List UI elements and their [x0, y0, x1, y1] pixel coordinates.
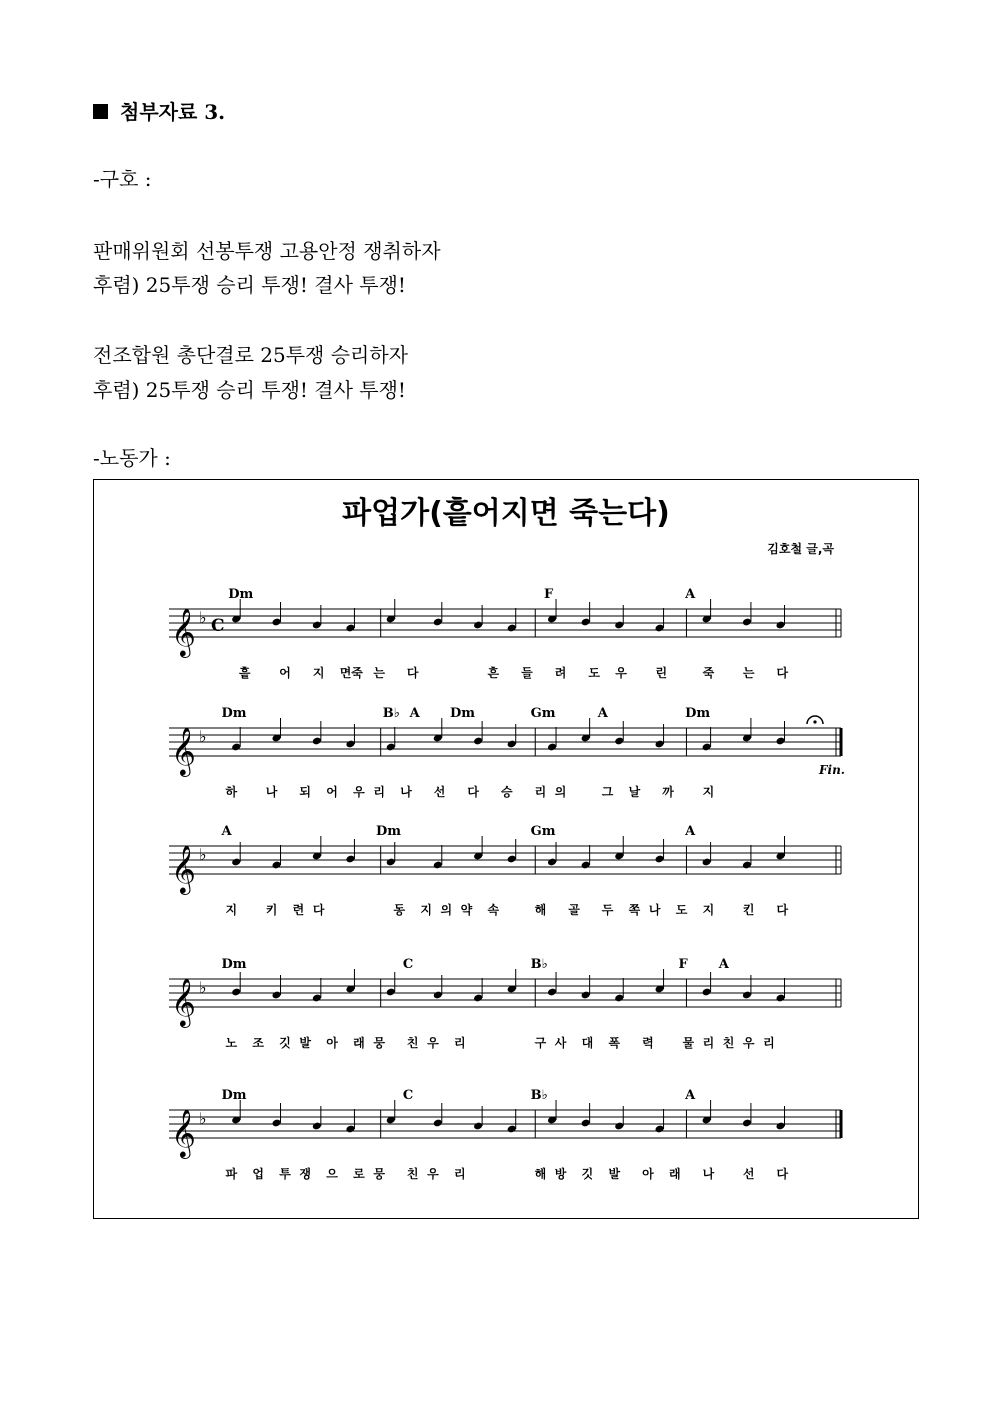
- attachment-heading: [93, 96, 225, 125]
- fin-marker: Fin.: [819, 763, 845, 777]
- chord-symbol: Dm: [221, 1088, 247, 1103]
- chord-symbol: A: [685, 824, 696, 839]
- lyric-syllable: 파: [225, 1167, 238, 1181]
- chord-symbol: C: [402, 1088, 414, 1103]
- lyric-syllable: 흔: [487, 666, 500, 680]
- time-signature-icon: C: [211, 616, 225, 636]
- sheet-music-image: [93, 479, 919, 1219]
- chord-symbol: B♭: [530, 957, 548, 972]
- lyric-syllable: 지: [225, 903, 238, 917]
- treble-clef-icon: 𝄞: [171, 607, 196, 656]
- lyric-syllable: 다: [776, 1167, 789, 1181]
- chord-symbol: F: [678, 957, 688, 972]
- lyric-syllable: 해: [534, 1167, 547, 1181]
- treble-clef-icon: 𝄞: [171, 1108, 196, 1157]
- lyric-syllable: 린: [655, 666, 668, 680]
- lyric-syllable: 지: [420, 903, 432, 917]
- lyric-syllable: 우: [353, 785, 365, 799]
- lyric-syllable: 발: [299, 1036, 311, 1050]
- lyric-syllable: 어: [279, 666, 291, 680]
- lyric-syllable: 흩: [238, 666, 251, 680]
- lyric-syllable: 골: [568, 903, 580, 917]
- lyric-syllable: 업: [252, 1167, 264, 1181]
- lyric-syllable: 까: [662, 785, 674, 799]
- lyric-syllable: 키: [265, 903, 278, 917]
- lyric-syllable: 다: [312, 903, 325, 917]
- lyric-syllable: 도: [588, 666, 600, 680]
- lyric-syllable: 우: [742, 1036, 755, 1050]
- chord-symbol: A: [221, 824, 232, 839]
- chord-symbol: Gm: [530, 824, 556, 839]
- key-flat-icon: ♭: [199, 1109, 207, 1128]
- lyric-syllable: 다: [467, 785, 479, 799]
- lyric-syllable: 래: [353, 1036, 365, 1050]
- chord-symbol: C: [402, 957, 414, 972]
- lyric-syllable: 나: [702, 1167, 715, 1181]
- slogan-line: 판매위원회 선봉투쟁 고용안정 쟁취하자: [93, 239, 441, 263]
- lyric-syllable: 약: [460, 903, 473, 917]
- chord-symbol: F: [544, 587, 554, 602]
- lyric-syllable: 려: [554, 666, 567, 680]
- lyric-syllable: 는: [373, 666, 385, 680]
- lyric-syllable: 리: [453, 1167, 466, 1181]
- lyric-syllable: 래: [669, 1167, 681, 1181]
- lyric-syllable: 폭: [608, 1036, 621, 1050]
- key-flat-icon: ♭: [199, 845, 207, 864]
- chord-symbol: Dm: [221, 706, 247, 721]
- lyric-syllable: 쟁: [299, 1167, 311, 1181]
- lyric-syllable: 다: [776, 666, 789, 680]
- chord-symbol: A: [685, 587, 696, 602]
- key-flat-icon: ♭: [199, 727, 207, 746]
- lyric-syllable: 도: [675, 903, 688, 917]
- lyric-syllable: 친: [406, 1036, 419, 1050]
- chord-symbol: A: [409, 706, 420, 721]
- lyric-syllable: 리: [453, 1036, 466, 1050]
- lyric-syllable: 는: [742, 666, 755, 680]
- heading-text: 첨부자료 3.: [120, 100, 226, 124]
- music-staves: [94, 480, 918, 1218]
- lyric-syllable: 깃: [581, 1167, 594, 1181]
- lyric-syllable: 대: [581, 1036, 594, 1050]
- lyric-syllable: 물: [682, 1036, 695, 1050]
- lyric-syllable: 력: [642, 1036, 654, 1050]
- lyric-syllable: 우: [427, 1167, 439, 1181]
- composer-credit: 김호철 글,곡: [767, 542, 834, 556]
- lyric-syllable: 지: [702, 903, 715, 917]
- lyric-syllable: 되: [299, 785, 311, 799]
- square-bullet-icon: [93, 104, 108, 119]
- chord-symbol: Gm: [530, 706, 556, 721]
- lyric-syllable: 두: [601, 903, 614, 917]
- lyric-syllable: 나: [265, 785, 278, 799]
- treble-clef-icon: 𝄞: [171, 726, 196, 775]
- lyric-syllable: 선: [742, 1167, 755, 1181]
- chord-symbol: Dm: [376, 824, 402, 839]
- lyric-syllable: 뭉: [373, 1167, 385, 1181]
- fermata-dot: [813, 720, 816, 723]
- lyric-syllable: 다: [776, 903, 789, 917]
- treble-clef-icon: 𝄞: [171, 844, 196, 893]
- chord-symbol: Dm: [449, 706, 475, 721]
- lyric-syllable: 동: [393, 903, 406, 917]
- slogan-label: -구호 :: [93, 167, 152, 191]
- lyric-syllable: 친: [722, 1036, 735, 1050]
- treble-clef-icon: 𝄞: [171, 977, 196, 1026]
- slogan-line: 전조합원 총단결로 25투쟁 승리하자: [93, 343, 409, 367]
- lyric-syllable: 킨: [742, 903, 755, 917]
- lyric-syllable: 나: [400, 785, 412, 799]
- lyric-syllable: 리: [702, 1036, 715, 1050]
- lyric-syllable: 리: [534, 785, 547, 799]
- lyric-syllable: 아: [326, 1036, 338, 1050]
- lyric-syllable: 들: [521, 666, 533, 680]
- lyric-syllable: 로: [353, 1167, 365, 1181]
- chord-symbol: A: [685, 1088, 696, 1103]
- lyric-syllable: 날: [628, 785, 641, 799]
- chord-symbol: A: [718, 957, 729, 972]
- lyric-syllable: 의: [440, 903, 453, 917]
- slogan-line: 후렴) 25투쟁 승리 투쟁! 결사 투쟁!: [93, 273, 406, 297]
- lyric-syllable: 친: [406, 1167, 419, 1181]
- lyric-syllable: 구: [534, 1036, 547, 1050]
- lyric-syllable: 다: [406, 666, 419, 680]
- chord-symbol: Dm: [228, 587, 254, 602]
- lyric-syllable: 쪽: [628, 903, 641, 917]
- lyric-syllable: 사: [554, 1036, 567, 1050]
- lyric-syllable: 하: [225, 785, 238, 799]
- lyric-syllable: 선: [433, 785, 446, 799]
- lyric-syllable: 련: [292, 903, 305, 917]
- lyric-syllable: 의: [554, 785, 567, 799]
- lyric-syllable: 지: [312, 666, 325, 680]
- lyric-syllable: 우: [427, 1036, 439, 1050]
- slogan-line: 후렴) 25투쟁 승리 투쟁! 결사 투쟁!: [93, 378, 406, 402]
- lyric-syllable: 방: [554, 1167, 567, 1181]
- lyric-syllable: 투: [279, 1167, 291, 1181]
- lyric-syllable: 어: [326, 785, 338, 799]
- lyric-syllable: 면죽: [339, 666, 363, 680]
- lyric-syllable: 발: [608, 1167, 621, 1181]
- lyric-syllable: 리: [373, 785, 385, 799]
- chord-symbol: Dm: [221, 957, 247, 972]
- lyric-syllable: 리: [763, 1036, 775, 1050]
- lyric-syllable: 나: [648, 903, 661, 917]
- lyric-syllable: 깃: [279, 1036, 291, 1050]
- song-label: -노동가 :: [93, 446, 171, 470]
- chord-symbol: A: [597, 706, 608, 721]
- lyric-syllable: 해: [534, 903, 547, 917]
- lyric-syllable: 죽: [702, 666, 715, 680]
- lyric-syllable: 지: [702, 785, 715, 799]
- lyric-syllable: 속: [487, 903, 500, 917]
- chord-symbol: Dm: [685, 706, 711, 721]
- chord-symbol: B♭: [530, 1088, 548, 1103]
- lyric-syllable: 아: [642, 1167, 654, 1181]
- song-title: 파업가(흩어지면 죽는다): [342, 496, 670, 531]
- key-flat-icon: ♭: [199, 978, 207, 997]
- lyric-syllable: 그: [601, 785, 614, 799]
- lyric-syllable: 뭉: [373, 1036, 385, 1050]
- lyric-syllable: 노: [225, 1036, 238, 1050]
- lyric-syllable: 으: [326, 1167, 338, 1181]
- key-flat-icon: ♭: [199, 608, 207, 627]
- lyric-syllable: 조: [252, 1036, 264, 1050]
- lyric-syllable: 우: [615, 666, 627, 680]
- lyric-syllable: 승: [501, 785, 513, 799]
- chord-symbol: B♭: [382, 706, 400, 721]
